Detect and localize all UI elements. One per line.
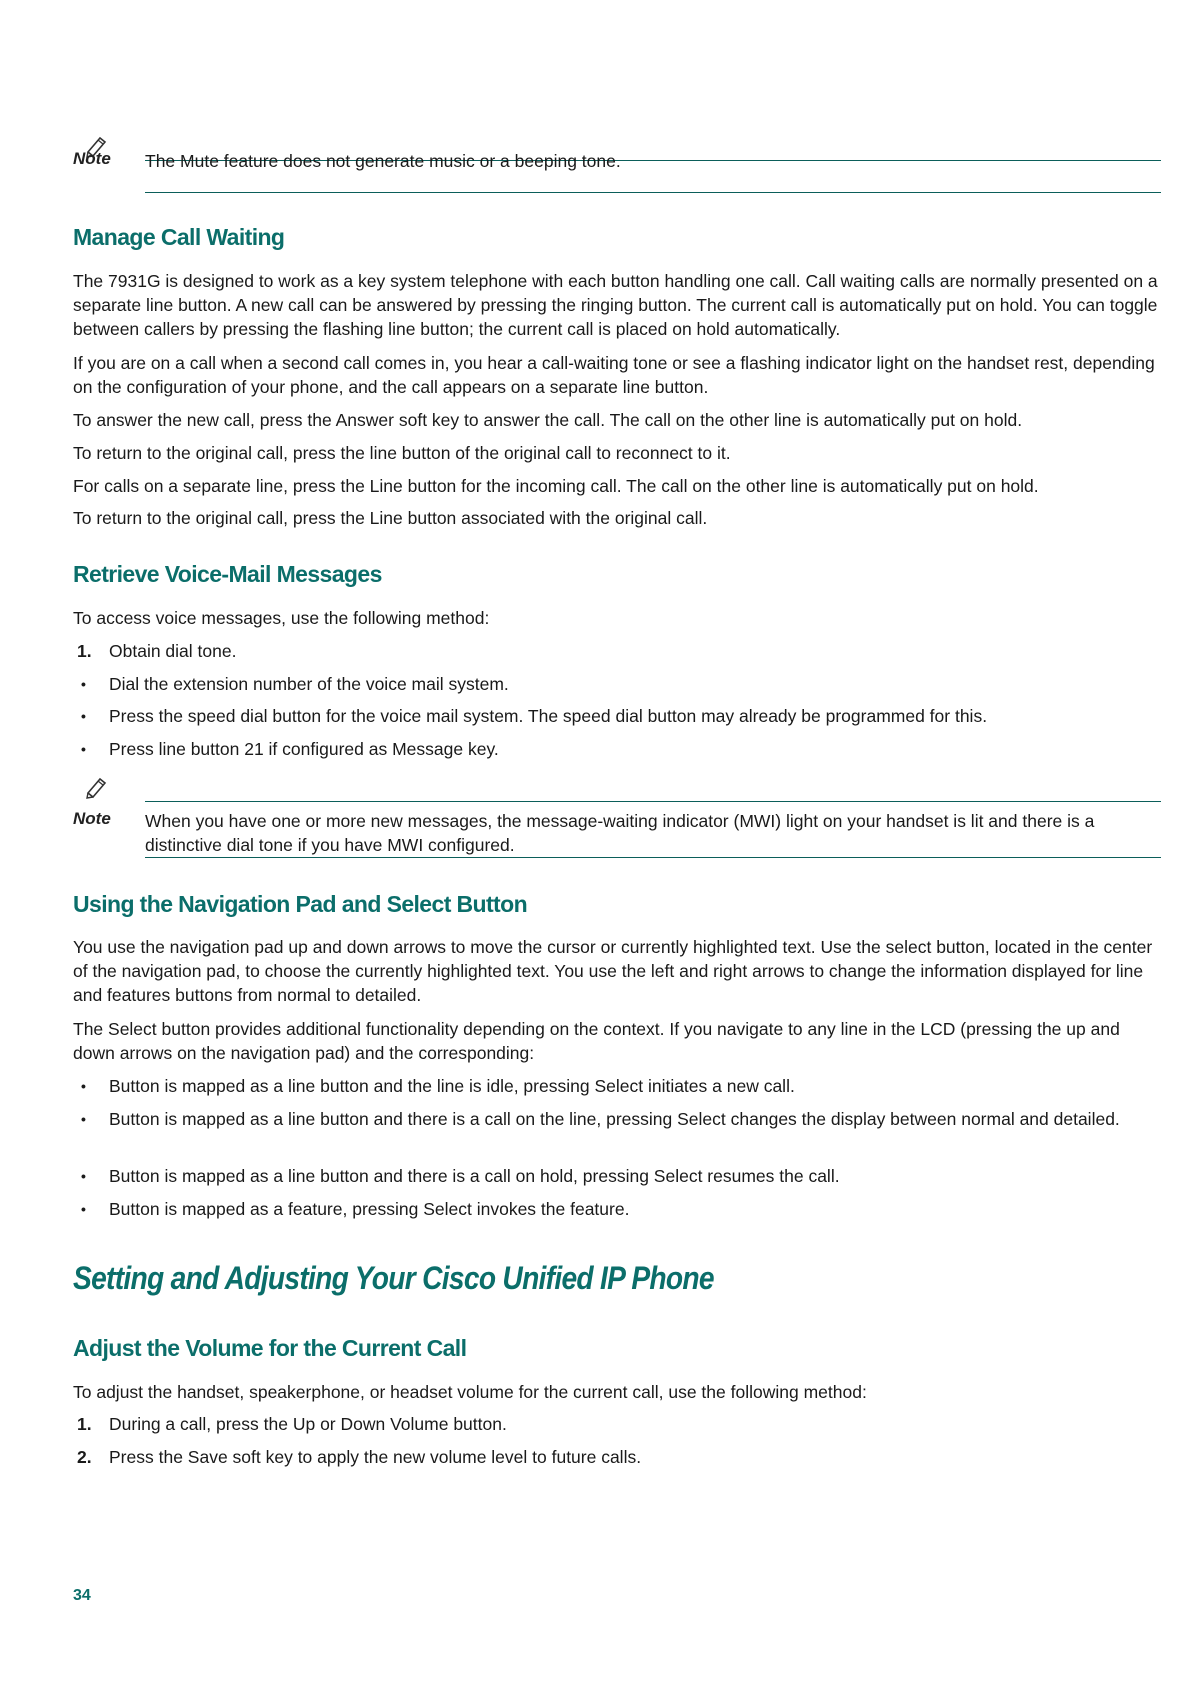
bullet-text: Button is mapped as a line button and there is a call on the line, pressing Select changes the display between normal and detailed. bbox=[109, 1109, 1120, 1129]
paragraph: To access voice messages, use the following method: bbox=[73, 608, 490, 628]
note-label: Note bbox=[73, 809, 111, 828]
paragraph: The 7931G is designed to work as a key system telephone with each button handling one call. Call waiting calls are normally presented on a separate line button. A new call can be answered by pressing the ringing button. The current call is automatically put on hold. You can toggle between callers by pressing the flashing line button; the current call is placed on hold automatically. bbox=[73, 271, 1158, 339]
step-text: Obtain dial tone. bbox=[109, 641, 237, 661]
note-label: Note bbox=[73, 149, 111, 168]
note-text: When you have one or more new messages, the message-waiting indicator (MWI) light on your handset is lit and there is a distinctive dial tone if you have MWI configured. bbox=[145, 811, 1095, 855]
paragraph: To answer the new call, press the Answer soft key to answer the call. The call on the other line is automatically put on hold. bbox=[73, 410, 1023, 430]
paragraph: To return to the original call, press the Line button associated with the original call. bbox=[73, 508, 708, 528]
bullet-icon: • bbox=[81, 1078, 86, 1094]
pencil-icon bbox=[85, 775, 109, 799]
bullet-text: Press the speed dial button for the voice mail system. The speed dial button may already be programmed for this. bbox=[109, 706, 988, 726]
bullet-icon: • bbox=[81, 676, 86, 692]
bullet-text: Dial the extension number of the voice mail system. bbox=[109, 674, 509, 694]
chapter-heading: Setting and Adjusting Your Cisco Unified IP Phone bbox=[73, 1260, 714, 1296]
step-text: Press the Save soft key to apply the new volume level to future calls. bbox=[109, 1447, 642, 1467]
bullet-icon: • bbox=[81, 1168, 86, 1184]
note-rule-bottom bbox=[145, 192, 1161, 193]
paragraph: To adjust the handset, speakerphone, or headset volume for the current call, use the following method: bbox=[73, 1382, 867, 1402]
heading-manage-call-waiting: Manage Call Waiting bbox=[73, 224, 285, 250]
note-rule-top bbox=[145, 801, 1161, 802]
paragraph: You use the navigation pad up and down arrows to move the cursor or currently highlighted text. Use the select button, located in the center of the navigation pad, to choose the currently highlighted text. You use the left and right arrows to change the information displayed for line and features buttons from normal to detailed. bbox=[73, 937, 1153, 1005]
heading-retrieve-voicemail: Retrieve Voice-Mail Messages bbox=[73, 561, 382, 587]
paragraph: For calls on a separate line, press the Line button for the incoming call. The call on the other line is automatically put on hold. bbox=[73, 476, 1039, 496]
heading-adjust-volume: Adjust the Volume for the Current Call bbox=[73, 1335, 467, 1361]
paragraph: The Select button provides additional functionality depending on the context. If you navigate to any line in the LCD (pressing the up and down arrows on the navigation pad) and the corresponding: bbox=[73, 1019, 1120, 1063]
step-number: 1. bbox=[77, 641, 92, 661]
heading-navigation-pad: Using the Navigation Pad and Select Button bbox=[73, 891, 528, 917]
bullet-icon: • bbox=[81, 708, 86, 724]
bullet-text: Press line button 21 if configured as Message key. bbox=[109, 739, 499, 759]
note-mute bbox=[73, 134, 1161, 194]
step-number: 1. bbox=[77, 1414, 92, 1434]
paragraph: To return to the original call, press the line button of the original call to reconnect to it. bbox=[73, 443, 731, 463]
step-number: 2. bbox=[77, 1447, 92, 1467]
note-mwi bbox=[73, 775, 1161, 859]
bullet-text: Button is mapped as a line button and there is a call on hold, pressing Select resumes the call. bbox=[109, 1166, 840, 1186]
step-text: During a call, press the Up or Down Volume button. bbox=[109, 1414, 507, 1434]
bullet-icon: • bbox=[81, 741, 86, 757]
bullet-text: Button is mapped as a line button and the line is idle, pressing Select initiates a new call. bbox=[109, 1076, 795, 1096]
page-number: 34 bbox=[73, 1587, 91, 1604]
bullet-text: Button is mapped as a feature, pressing Select invokes the feature. bbox=[109, 1199, 630, 1219]
paragraph: If you are on a call when a second call comes in, you hear a call-waiting tone or see a flashing indicator light on the handset rest, depending on the configuration of your phone, and the call appears on a separate line button. bbox=[73, 353, 1155, 397]
bullet-icon: • bbox=[81, 1201, 86, 1217]
note-rule-bottom bbox=[145, 857, 1161, 858]
bullet-icon: • bbox=[81, 1111, 86, 1127]
note-text: The Mute feature does not generate music or a beeping tone. bbox=[145, 151, 621, 171]
